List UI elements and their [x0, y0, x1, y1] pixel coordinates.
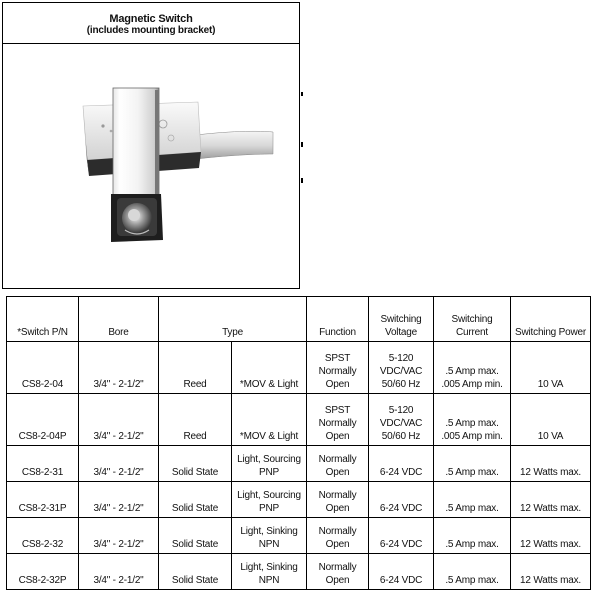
header-current: Switching Current: [434, 297, 511, 342]
cell-type-a: Solid State: [159, 518, 232, 554]
cell-bore: 3/4" - 2-1/2": [79, 342, 159, 394]
cell-voltage: 5-120 VDC/VAC 50/60 Hz: [369, 394, 434, 446]
header-function: Function: [307, 297, 369, 342]
product-header: [3, 3, 299, 44]
spec-table: [6, 296, 591, 590]
cell-type-b: *MOV & Light: [232, 394, 307, 446]
cell-function: SPST Normally Open: [307, 342, 369, 394]
cell-function: Normally Open: [307, 446, 369, 482]
cell-bore: 3/4" - 2-1/2": [79, 394, 159, 446]
cell-type-a: Reed: [159, 342, 232, 394]
header-part: *Switch P/N: [7, 297, 79, 342]
product-title: Magnetic Switch: [109, 13, 193, 25]
cell-bore: 3/4" - 2-1/2": [79, 482, 159, 518]
cell-voltage: 6-24 VDC: [369, 554, 434, 590]
cell-power: 12 Watts max.: [511, 518, 591, 554]
cell-type-a: Solid State: [159, 446, 232, 482]
cell-type-b: Light, Sourcing PNP: [232, 446, 307, 482]
cell-part: CS8-2-32P: [7, 554, 79, 590]
cell-bore: 3/4" - 2-1/2": [79, 446, 159, 482]
cell-type-a: Solid State: [159, 554, 232, 590]
cell-type-b: Light, Sinking NPN: [232, 518, 307, 554]
page-edge-marks: [301, 0, 303, 290]
cell-voltage: 6-24 VDC: [369, 446, 434, 482]
cell-function: Normally Open: [307, 554, 369, 590]
cell-current: .5 Amp max.: [434, 554, 511, 590]
cell-part: CS8-2-32: [7, 518, 79, 554]
cell-current: .5 Amp max. .005 Amp min.: [434, 342, 511, 394]
cell-voltage: 6-24 VDC: [369, 518, 434, 554]
header-voltage: Switching Voltage: [369, 297, 434, 342]
cell-bore: 3/4" - 2-1/2": [79, 518, 159, 554]
cell-type-a: Reed: [159, 394, 232, 446]
cell-current: .5 Amp max.: [434, 482, 511, 518]
cell-function: SPST Normally Open: [307, 394, 369, 446]
cell-part: CS8-2-31: [7, 446, 79, 482]
table-row: [7, 554, 591, 590]
cell-type-b: Light, Sourcing PNP: [232, 482, 307, 518]
table-row: [7, 518, 591, 554]
cell-type-b: *MOV & Light: [232, 342, 307, 394]
cell-part: CS8-2-04P: [7, 394, 79, 446]
cell-power: 12 Watts max.: [511, 482, 591, 518]
table-row: [7, 482, 591, 518]
cell-function: Normally Open: [307, 518, 369, 554]
header-power: Switching Power: [511, 297, 591, 342]
table-row: [7, 394, 591, 446]
cell-voltage: 6-24 VDC: [369, 482, 434, 518]
product-subtitle: (includes mounting bracket): [86, 25, 216, 36]
cell-power: 10 VA: [511, 394, 591, 446]
cell-function: Normally Open: [307, 482, 369, 518]
table-row: [7, 342, 591, 394]
cell-current: .5 Amp max.: [434, 446, 511, 482]
cell-current: .5 Amp max.: [434, 518, 511, 554]
cell-type-a: Solid State: [159, 482, 232, 518]
cell-current: .5 Amp max. .005 Amp min.: [434, 394, 511, 446]
cell-power: 10 VA: [511, 342, 591, 394]
product-card: [2, 2, 300, 289]
cell-power: 12 Watts max.: [511, 446, 591, 482]
cell-power: 12 Watts max.: [511, 554, 591, 590]
magnetic-switch-photo: [3, 44, 299, 288]
cell-part: CS8-2-31P: [7, 482, 79, 518]
header-bore: Bore: [79, 297, 159, 342]
cell-part: CS8-2-04: [7, 342, 79, 394]
cell-voltage: 5-120 VDC/VAC 50/60 Hz: [369, 342, 434, 394]
cell-bore: 3/4" - 2-1/2": [79, 554, 159, 590]
header-type: Type: [159, 297, 307, 342]
table-header-row: [7, 297, 591, 342]
cell-type-b: Light, Sinking NPN: [232, 554, 307, 590]
table-row: [7, 446, 591, 482]
